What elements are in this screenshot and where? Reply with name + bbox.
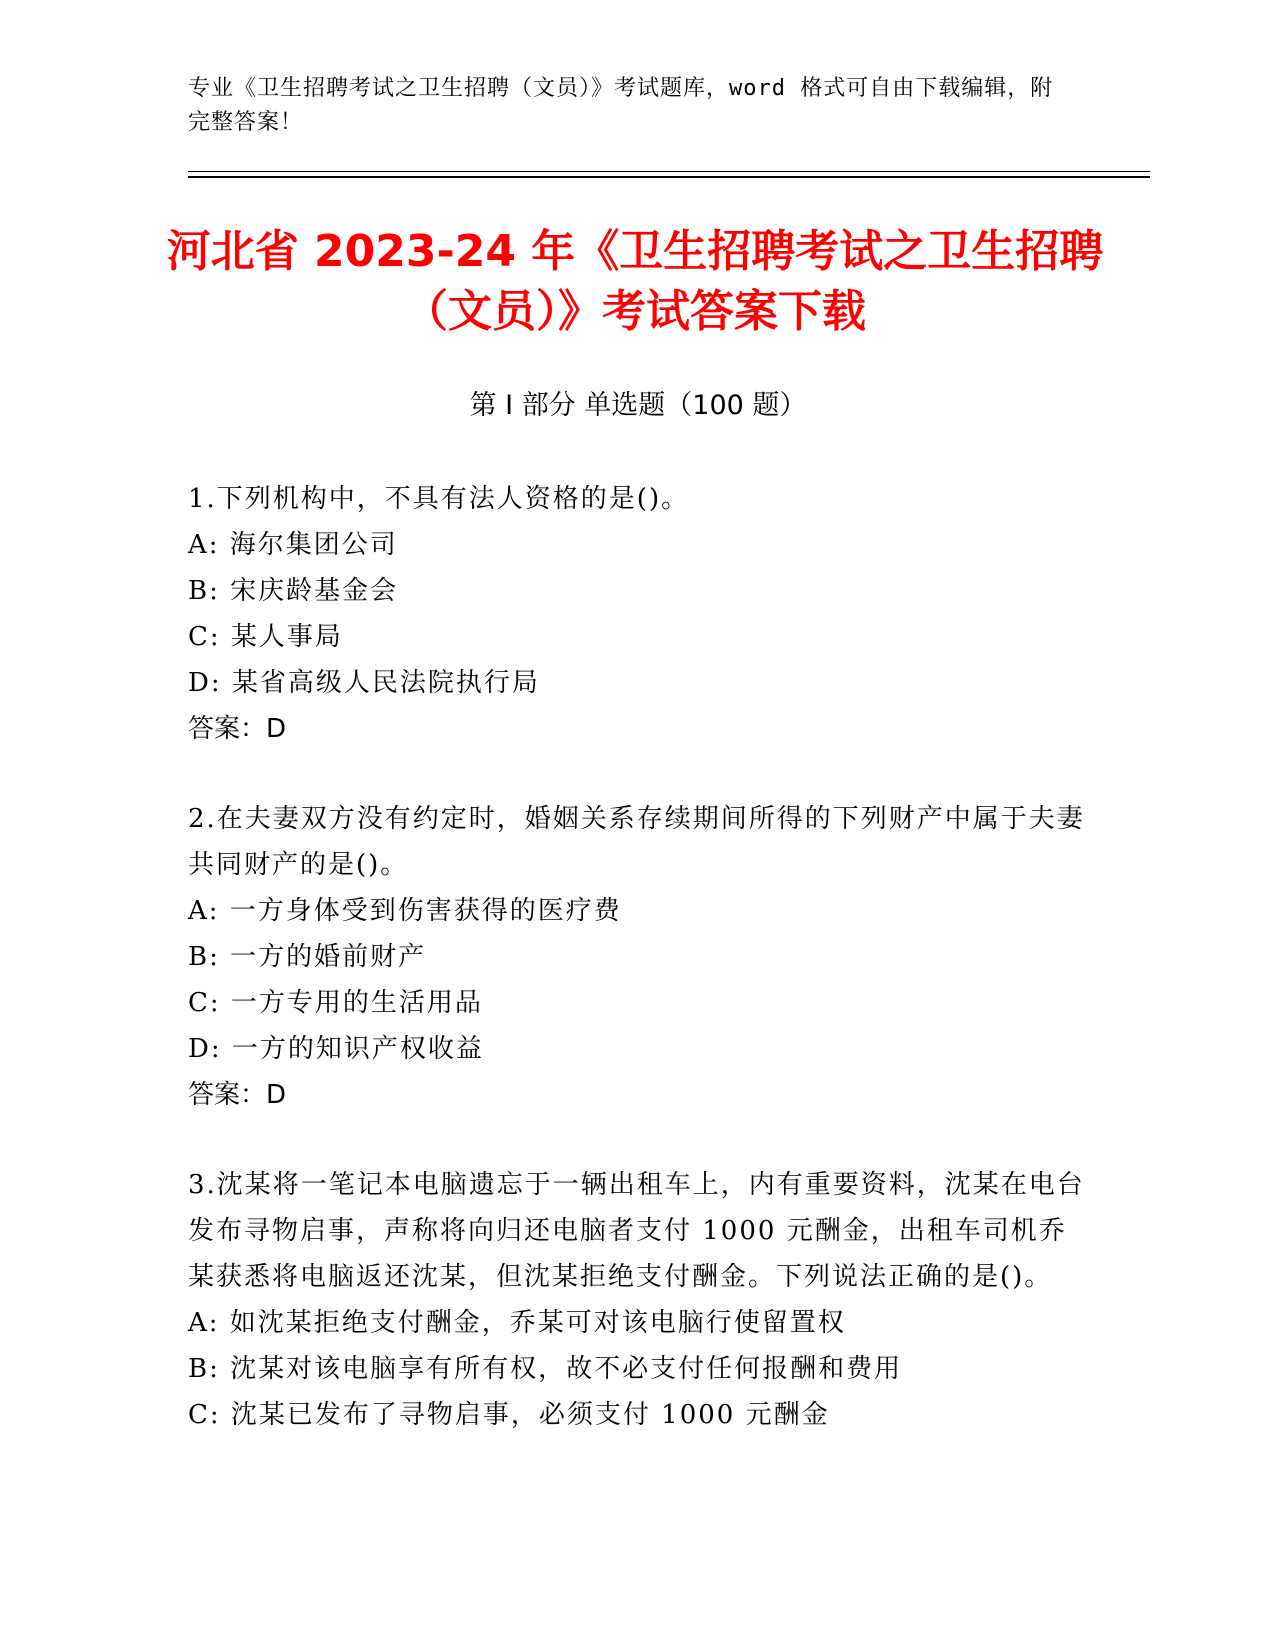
question-list [188, 476, 1088, 1482]
document-title: 河北省 2023-24 年《卫生招聘考试之卫生招聘（文员）》考试答案下载 [166, 226, 1104, 337]
option-c: C: 一方专用的生活用品 [188, 988, 483, 1018]
header-note: 专业《卫生招聘考试之卫生招聘（文员）》考试题库，word 格式可自由下载编辑，附完整答案！ [188, 76, 1054, 135]
option-b: B: 沈某对该电脑享有所有权，故不必支付任何报酬和费用 [188, 1354, 903, 1384]
option-c: C: 某人事局 [188, 622, 343, 652]
section-heading: 第 I 部分 单选题（100 题） [469, 390, 807, 421]
question-1 [188, 476, 1088, 752]
option-b: B: 宋庆龄基金会 [188, 576, 399, 606]
question-text: 2.在夫妻双方没有约定时，婚姻关系存续期间所得的下列财产中属于夫妻共同财产的是()。 [188, 804, 1085, 880]
option-a: A: 如沈某拒绝支付酬金，乔某可对该电脑行使留置权 [188, 1308, 846, 1338]
option-b: B: 一方的婚前财产 [188, 942, 427, 972]
header-rule-thin [188, 171, 1150, 172]
question-3 [188, 1162, 1088, 1438]
answer: 答案：D [188, 1080, 287, 1110]
option-d: D: 某省高级人民法院执行局 [188, 668, 540, 698]
answer: 答案：D [188, 714, 287, 744]
question-text: 3.沈某将一笔记本电脑遗忘于一辆出租车上，内有重要资料，沈某在电台发布寻物启事，声称将向归还电脑者支付 1000 元酬金，出租车司机乔某获悉将电脑返还沈某，但沈某拒绝支付酬金。下列说法正确的是()。 [188, 1170, 1085, 1292]
option-a: A: 海尔集团公司 [188, 530, 398, 560]
option-c: C: 沈某已发布了寻物启事，必须支付 1000 元酬金 [188, 1400, 830, 1430]
option-a: A: 一方身体受到伤害获得的医疗费 [188, 896, 622, 926]
header-rule-thick [188, 176, 1150, 178]
option-d: D: 一方的知识产权收益 [188, 1034, 484, 1064]
question-2 [188, 796, 1088, 1118]
question-text: 1.下列机构中，不具有法人资格的是()。 [188, 484, 690, 514]
